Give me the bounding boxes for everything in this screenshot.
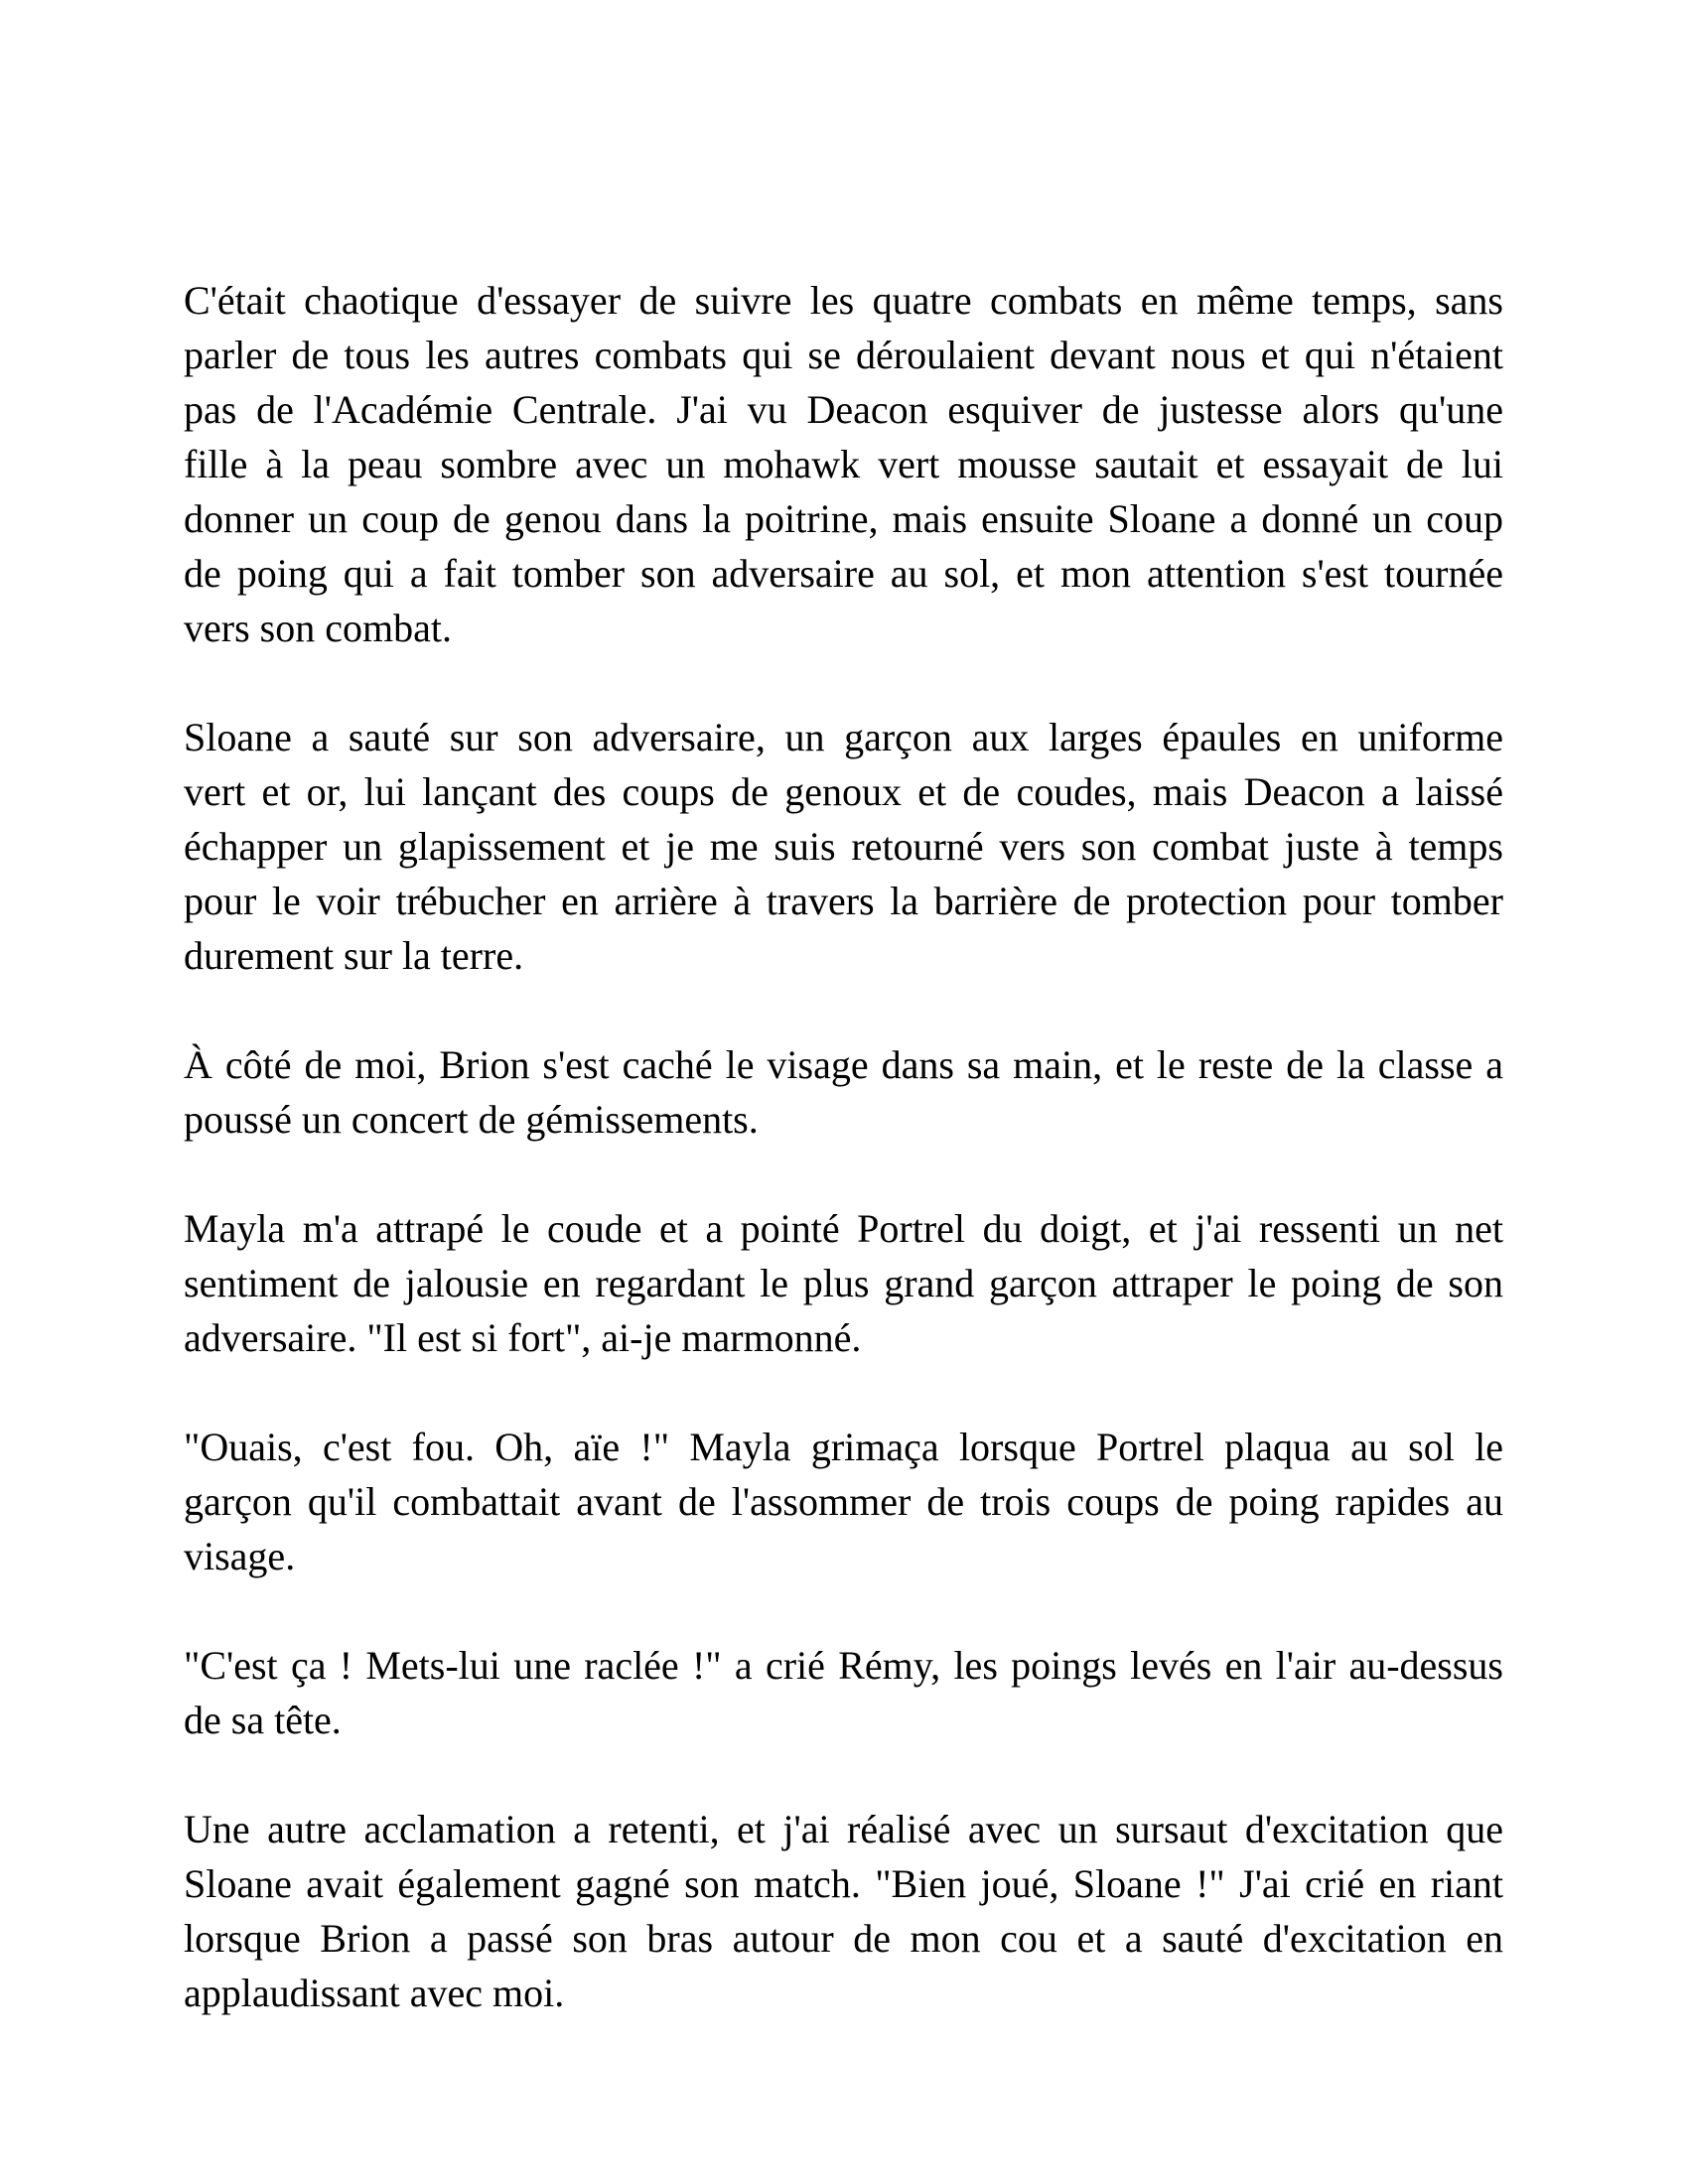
- text-line: vert et or, lui lançant des coups de genoux et de coudes, mais Deacon a laissé: [184, 769, 1503, 814]
- paragraph: [184, 1802, 1503, 2020]
- paragraph: [184, 710, 1503, 983]
- text-line: garçon qu'il combattait avant de l'assommer de trois coups de poing rapides au: [184, 1479, 1503, 1524]
- text-line: durement sur la terre.: [184, 933, 524, 978]
- text-line: parler de tous les autres combats qui se déroulaient devant nous et qui n'étaient: [184, 333, 1503, 377]
- text-line: poussé un concert de gémissements.: [184, 1097, 759, 1142]
- text-line: Sloane avait également gagné son match. "Bien joué, Sloane !" J'ai crié en riant: [184, 1861, 1503, 1906]
- text-line: "Ouais, c'est fou. Oh, aïe !" Mayla grimaça lorsque Portrel plaqua au sol le: [184, 1425, 1503, 1469]
- paragraph: [184, 273, 1503, 655]
- text-line: fille à la peau sombre avec un mohawk vert mousse sautait et essayait de lui: [184, 442, 1503, 486]
- text-line: Mayla m'a attrapé le coude et a pointé Portrel du doigt, et j'ai ressenti un net: [184, 1206, 1503, 1251]
- text-line: À côté de moi, Brion s'est caché le visage dans sa main, et le reste de la classe a: [184, 1042, 1503, 1087]
- text-line: visage.: [184, 1534, 296, 1578]
- text-line: applaudissant avec moi.: [184, 1971, 565, 2015]
- text-line: de sa tête.: [184, 1698, 342, 1742]
- document-body: [184, 273, 1503, 2020]
- text-line: Sloane a sauté sur son adversaire, un garçon aux larges épaules en uniforme: [184, 715, 1503, 759]
- text-line: Une autre acclamation a retenti, et j'ai réalisé avec un sursaut d'excitation que: [184, 1807, 1503, 1851]
- paragraph: [184, 1201, 1503, 1365]
- paragraph: [184, 1420, 1503, 1583]
- text-line: "C'est ça ! Mets-lui une raclée !" a crié Rémy, les poings levés en l'air au-dessus: [184, 1643, 1503, 1688]
- paragraph: [184, 1037, 1503, 1147]
- text-line: adversaire. "Il est si fort", ai-je marmonné.: [184, 1315, 862, 1360]
- paragraph: [184, 1638, 1503, 1747]
- text-line: donner un coup de genou dans la poitrine, mais ensuite Sloane a donné un coup: [184, 496, 1503, 541]
- text-line: C'était chaotique d'essayer de suivre les quatre combats en même temps, sans: [184, 278, 1503, 323]
- text-line: lorsque Brion a passé son bras autour de mon cou et a sauté d'excitation en: [184, 1916, 1503, 1961]
- text-line: de poing qui a fait tomber son adversaire au sol, et mon attention s'est tournée: [184, 551, 1503, 596]
- text-line: vers son combat.: [184, 606, 452, 650]
- text-line: échapper un glapissement et je me suis retourné vers son combat juste à temps: [184, 824, 1503, 869]
- text-line: pour le voir trébucher en arrière à travers la barrière de protection pour tomber: [184, 879, 1503, 923]
- text-line: pas de l'Académie Centrale. J'ai vu Deacon esquiver de justesse alors qu'une: [184, 387, 1503, 432]
- text-line: sentiment de jalousie en regardant le plus grand garçon attraper le poing de son: [184, 1261, 1503, 1305]
